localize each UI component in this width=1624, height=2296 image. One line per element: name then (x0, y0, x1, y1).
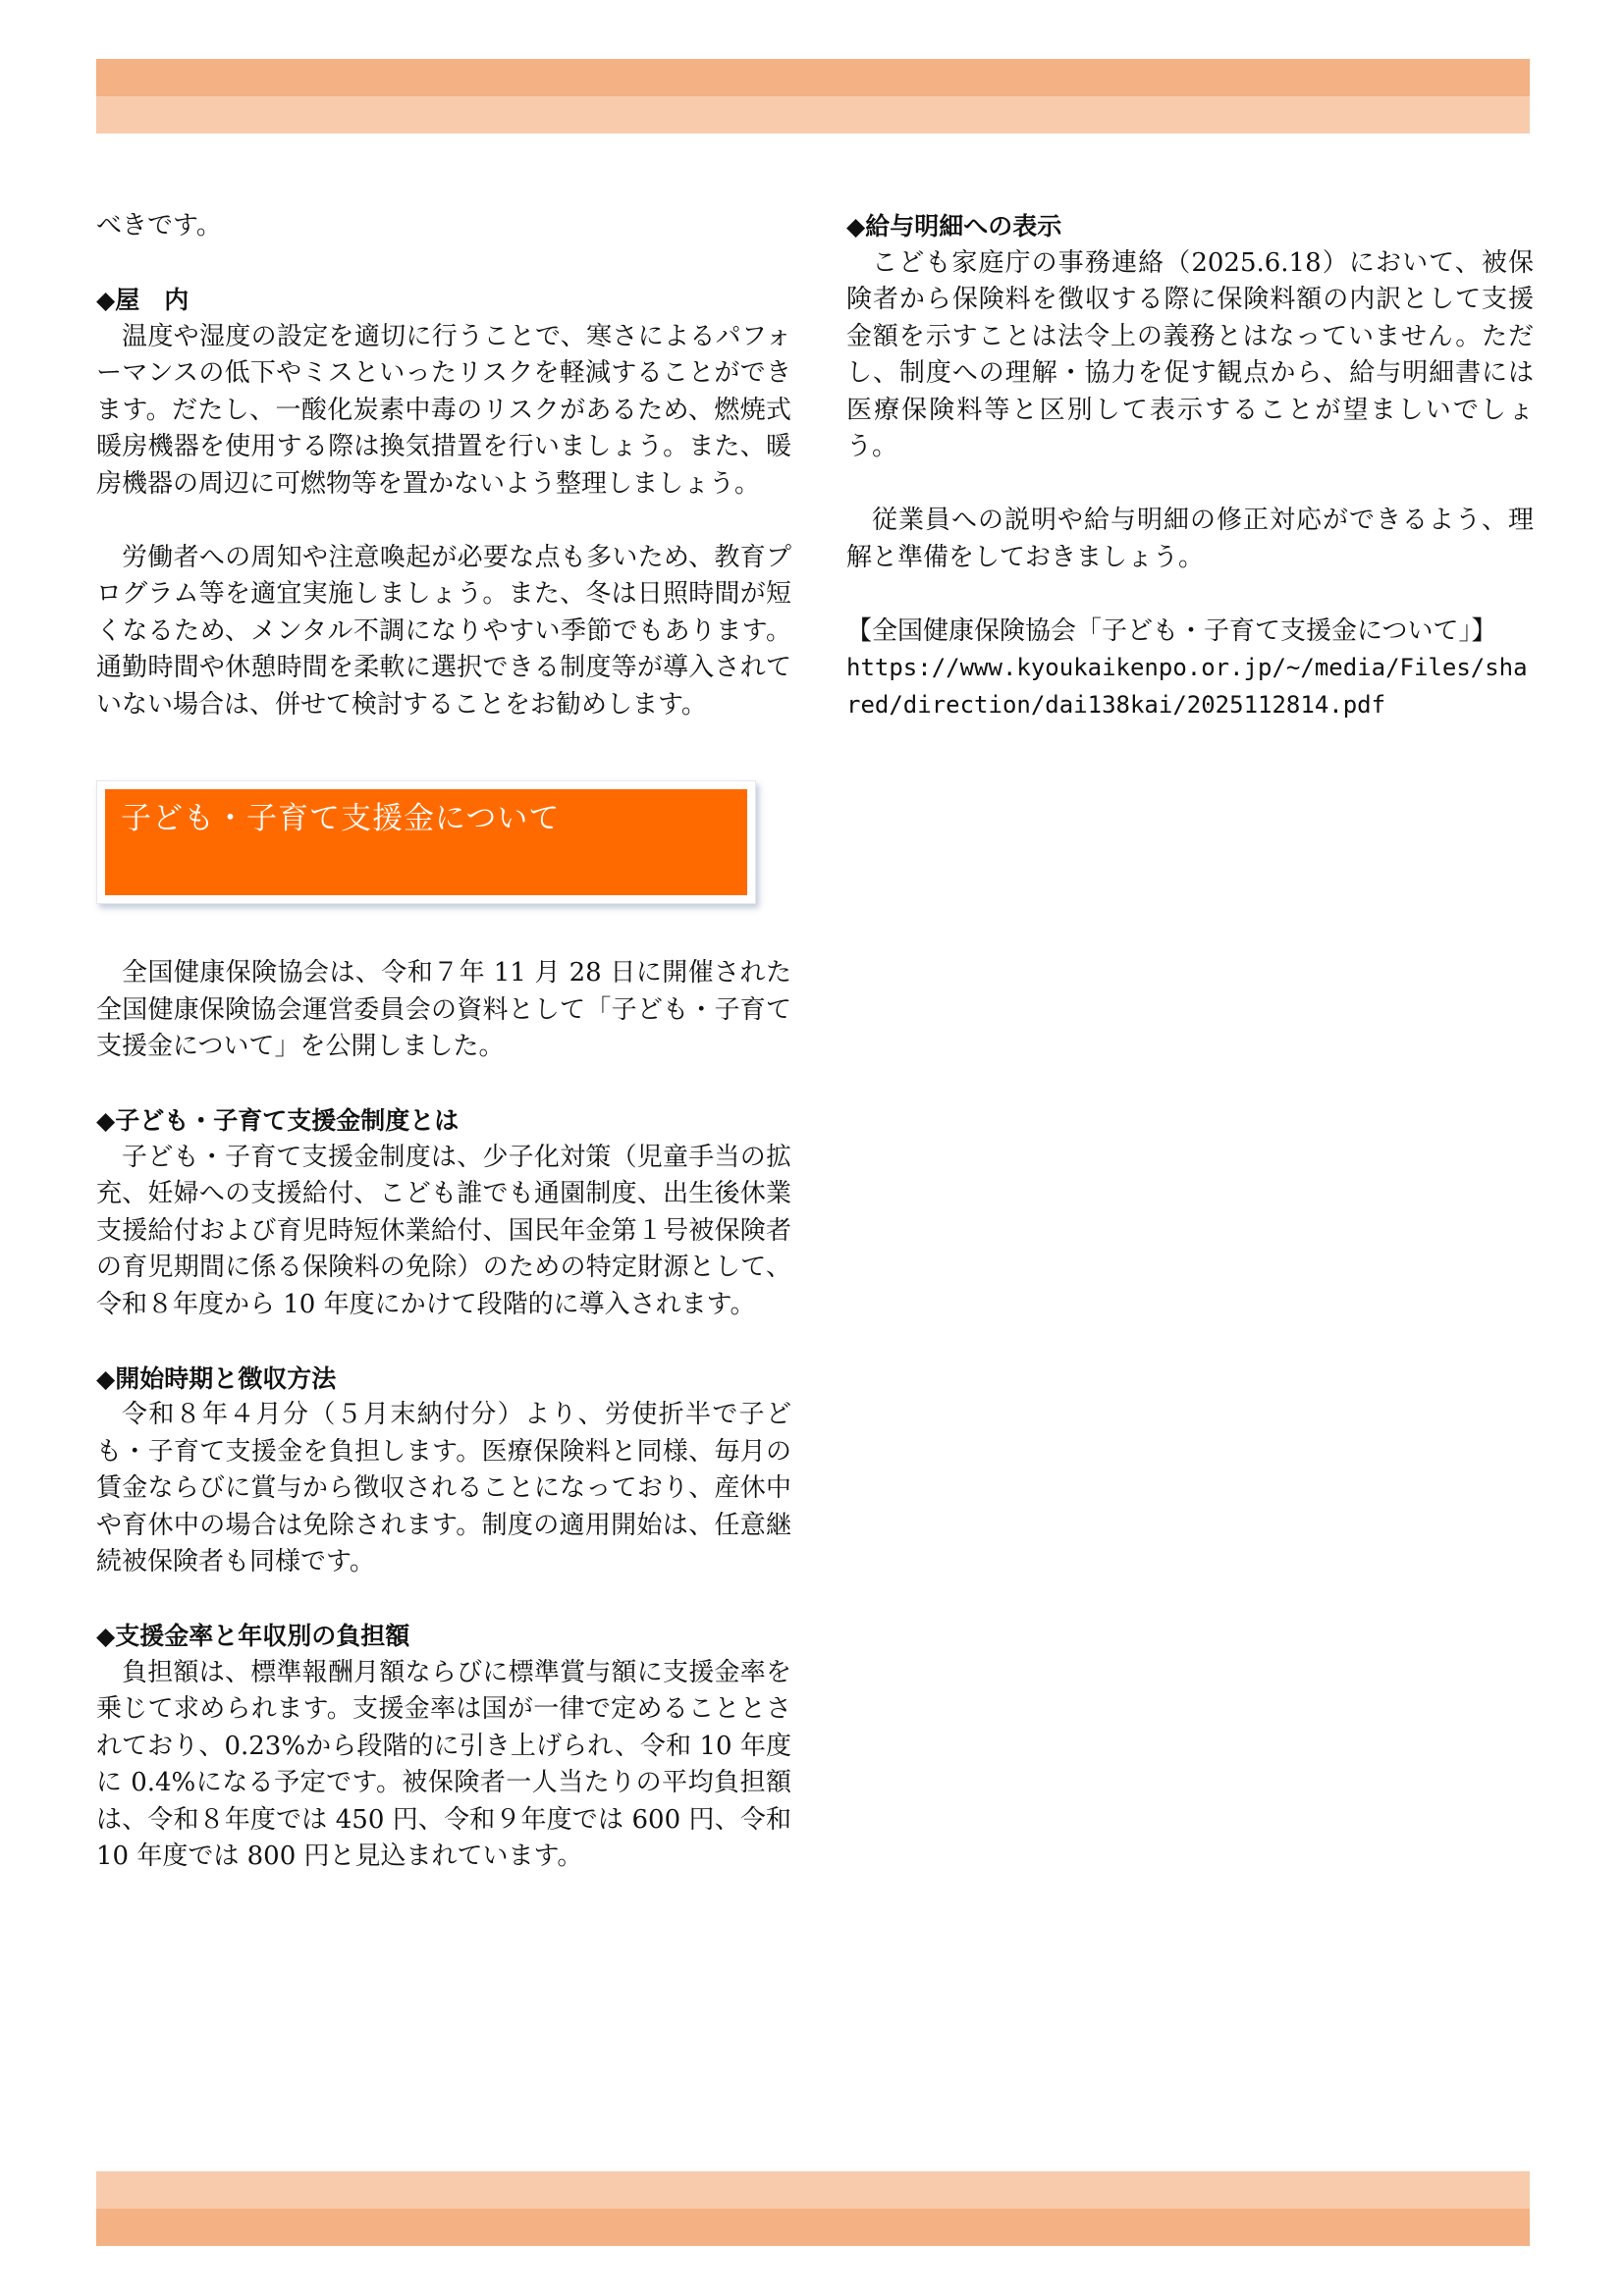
section-title: 子ども・子育て支援金について (121, 801, 561, 836)
top-band-dark (96, 59, 1530, 96)
indoor-paragraph: 温度や湿度の設定を適切に行うことで、寒さによるパフォーマンスの低下やミスといったリスクを軽減することができます。だたし、一酸化炭素中毒のリスクがあるため、燃焼式暖房機器を使用する際は換気措置を行いましょう。また、暖房機器の周辺に可燃物等を置かないよう整理しましょう。 (96, 321, 791, 499)
intro-tail-text: べきです。 (96, 211, 222, 240)
prepare-paragraph: 従業員への説明や給与明細の修正対応ができるよう、理解と準備をしておきましょう。 (846, 506, 1534, 572)
right-column (846, 208, 1534, 723)
start-heading: ◆開始時期と徴収方法 (96, 1363, 337, 1393)
section-title-box (105, 789, 747, 895)
rate-paragraph: 負担額は、標準報酬月額ならびに標準賞与額に支援金率を乗じて求められます。支援金率は国が一律で定めることとされており、0.23%から段階的に引き上げられ、令和 10 年度に 0.4%になる予定です。被保険者一人当たりの平均負担額は、令和８年度では 450 円、令和９年度では 600 円、令和 10 年度では 800 円と見込まれています。 (96, 1657, 791, 1871)
system-heading: ◆子ども・子育て支援金制度とは (96, 1106, 460, 1135)
section-title-frame (96, 780, 756, 904)
rate-heading: ◆支援金率と年収別の負担額 (96, 1622, 410, 1650)
system-paragraph: 子ども・子育て支援金制度は、少子化対策（児童手当の拡充、妊婦への支援給付、こども誰でも通園制度、出生後休業支援給付および育児時短休業給付、国民年金第１号被保険者の育児期間に係る保険料の免除）のための特定財源として、令和８年度から 10 年度にかけて段階的に導入されます。 (96, 1142, 791, 1319)
payslip-heading: ◆給与明細への表示 (846, 212, 1062, 240)
payslip-paragraph: こども家庭庁の事務連絡（2025.6.18）において、被保険者から保険料を徴収する際に保険料額の内訳として支援金額を示すことは法令上の義務とはなっていません。ただし、制度への理解・協力を促す観点から、給与明細書には医療保険料等と区別して表示することが望ましいでしょう。 (846, 247, 1534, 461)
announce-paragraph: 全国健康保険協会は、令和７年 11 月 28 日に開催された全国健康保険協会運営委員会の資料として「子ども・子育て支援金について」を公開しました。 (96, 958, 791, 1061)
reference-url[interactable]: https://www.kyoukaikenpo.or.jp/~/media/Files/shared/direction/dai138kai/2025112814.pdf (846, 654, 1528, 719)
reference-title: 【全国健康保険協会「子ども・子育て支援金について」】 (846, 615, 1497, 646)
bottom-band-dark (96, 2209, 1530, 2246)
indoor-heading: ◆屋 内 (96, 286, 189, 314)
start-paragraph: 令和８年４月分（５月末納付分）より、労使折半で子ども・子育て支援金を負担します。医療保険料と同様、毎月の賃金ならびに賞与から徴収されることになっており、産休中や育休中の場合は免除されます。制度の適用開始は、任意継続被保険者も同様です。 (96, 1400, 791, 1576)
top-band-light (96, 96, 1530, 133)
left-column (96, 208, 791, 1876)
workers-paragraph: 労働者への周知や注意喚起が必要な点も多いため、教育プログラム等を適宜実施しましょう。また、冬は日照時間が短くなるため、メンタル不調になりやすい季節でもあります。通勤時間や休憩時間を柔軟に選択できる制度等が導入されていない場合は、併せて検討することをお勧めします。 (96, 542, 791, 720)
bottom-band-light (96, 2171, 1530, 2209)
